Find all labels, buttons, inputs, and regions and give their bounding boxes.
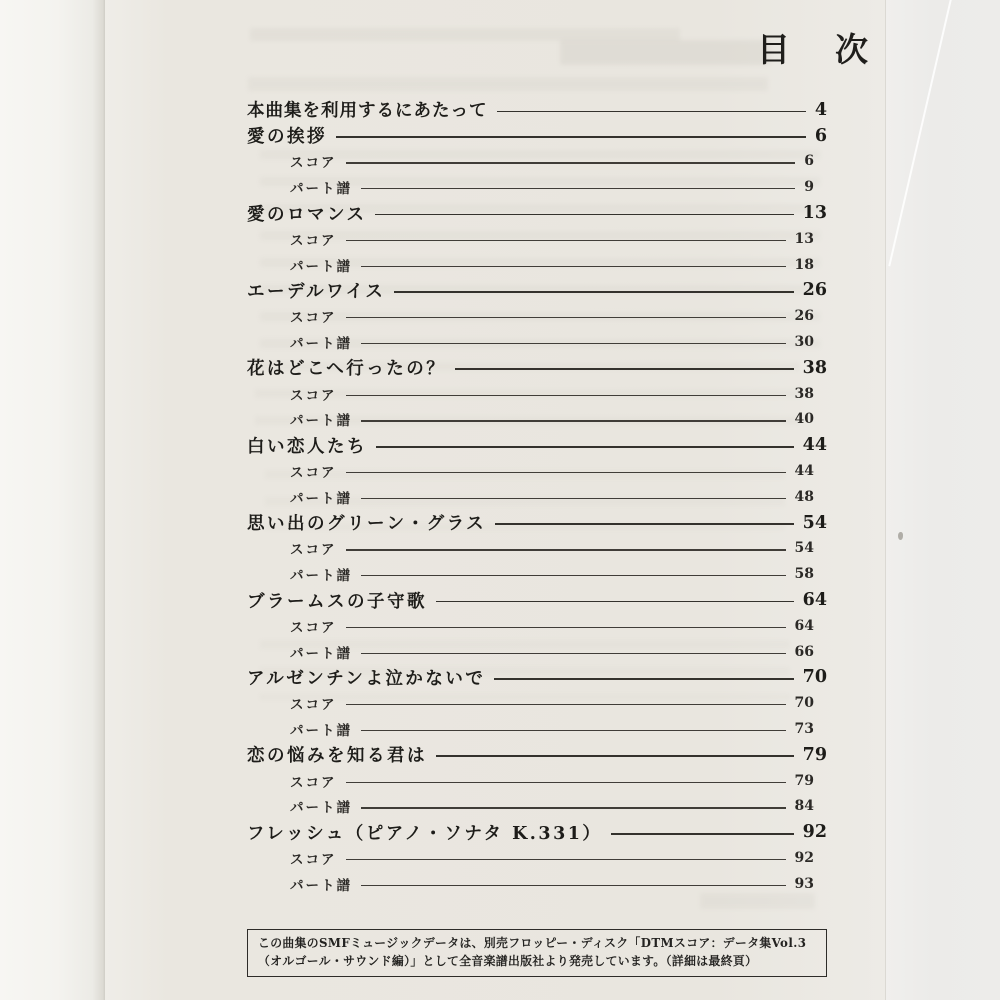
footer-note-text: この曲集のSMFミュージックデータは、別売フロッピー・ディスク「DTMスコア：データ集Vol.3（オルゴール・サウンド編）」として全音楽譜出版社より発売しています。（詳細は最終頁） bbox=[258, 936, 807, 968]
ghost-showthrough bbox=[560, 40, 770, 65]
toc-score-row bbox=[247, 768, 827, 794]
part-page-number: 9 bbox=[804, 179, 814, 196]
part-page-number: 58 bbox=[794, 566, 814, 583]
leader-line bbox=[361, 420, 786, 421]
toc-part-row bbox=[247, 174, 827, 200]
toc-song-row bbox=[247, 432, 827, 458]
score-label: スコア bbox=[290, 155, 337, 172]
part-label: パート譜 bbox=[290, 568, 352, 585]
song-page-number: 92 bbox=[802, 822, 827, 843]
score-page-number: 79 bbox=[794, 772, 814, 789]
toc-part-row bbox=[247, 484, 827, 510]
part-page-number: 73 bbox=[794, 721, 814, 738]
leader-line bbox=[346, 627, 786, 628]
leader-line bbox=[494, 678, 793, 680]
song-page-number: 26 bbox=[802, 280, 827, 301]
score-page-number: 26 bbox=[794, 308, 814, 325]
page-title: 目 次 bbox=[757, 30, 874, 69]
leader-line bbox=[361, 188, 795, 189]
toc-list bbox=[247, 97, 827, 897]
right-page-edge bbox=[885, 0, 1000, 1000]
score-label: スコア bbox=[290, 774, 337, 791]
toc-page bbox=[105, 0, 885, 1000]
leader-line bbox=[346, 472, 786, 473]
toc-part-row bbox=[247, 639, 827, 665]
toc-score-row bbox=[247, 690, 827, 716]
score-page-number: 70 bbox=[794, 695, 814, 712]
toc-score-row bbox=[247, 845, 827, 871]
leader-line bbox=[611, 833, 793, 835]
leader-line bbox=[361, 730, 786, 731]
part-label: パート譜 bbox=[290, 413, 352, 430]
score-page-number: 13 bbox=[794, 230, 814, 247]
toc-song-row bbox=[247, 742, 827, 768]
song-page-number: 38 bbox=[802, 357, 827, 378]
song-page-number: 44 bbox=[802, 435, 827, 456]
leader-line bbox=[361, 343, 786, 344]
score-label: スコア bbox=[290, 542, 337, 559]
toc-entry-page: 4 bbox=[814, 99, 827, 120]
leader-line bbox=[361, 498, 786, 499]
song-page-number: 6 bbox=[814, 125, 827, 146]
leader-line bbox=[336, 136, 806, 138]
toc-score-row bbox=[247, 381, 827, 407]
song-title: ブラームスの子守歌 bbox=[247, 591, 427, 612]
toc-song-row bbox=[247, 123, 827, 149]
score-page-number: 54 bbox=[794, 540, 814, 557]
song-title: アルゼンチンよ泣かないで bbox=[247, 668, 486, 689]
toc-song-row bbox=[247, 355, 827, 381]
score-label: スコア bbox=[290, 310, 337, 327]
part-page-number: 48 bbox=[794, 488, 814, 505]
part-label: パート譜 bbox=[290, 645, 352, 662]
leader-line bbox=[346, 395, 786, 396]
leader-line bbox=[346, 162, 796, 163]
part-label: パート譜 bbox=[290, 181, 352, 198]
part-label: パート譜 bbox=[290, 723, 352, 740]
score-label: スコア bbox=[290, 619, 337, 636]
toc-part-row bbox=[247, 407, 827, 433]
score-page-number: 92 bbox=[794, 850, 814, 866]
song-page-number: 13 bbox=[802, 203, 827, 224]
leader-line bbox=[497, 111, 806, 113]
toc-song-row bbox=[247, 665, 827, 691]
leader-line bbox=[346, 549, 786, 550]
toc-part-row bbox=[247, 561, 827, 587]
song-title: 恋の悩みを知る君は bbox=[247, 746, 427, 767]
toc-score-row bbox=[247, 613, 827, 639]
toc-part-row bbox=[247, 794, 827, 820]
toc-entry-intro bbox=[247, 97, 827, 123]
leader-line bbox=[361, 807, 786, 808]
leader-line bbox=[361, 266, 786, 267]
ghost-showthrough bbox=[248, 77, 768, 91]
leader-line bbox=[376, 446, 794, 448]
score-page-number: 44 bbox=[794, 463, 814, 480]
part-label: パート譜 bbox=[290, 877, 352, 894]
song-title: 愛のロマンス bbox=[247, 204, 367, 225]
toc-part-row bbox=[247, 252, 827, 278]
part-page-number: 30 bbox=[794, 334, 814, 351]
toc-song-row bbox=[247, 819, 827, 845]
score-label: スコア bbox=[290, 697, 337, 714]
leader-line bbox=[346, 859, 786, 860]
song-title: エーデルワイス bbox=[247, 281, 386, 302]
part-page-number: 18 bbox=[794, 256, 814, 273]
song-page-number: 54 bbox=[802, 512, 827, 533]
song-page-number: 70 bbox=[802, 667, 827, 688]
leader-line bbox=[361, 885, 786, 886]
leader-line bbox=[436, 755, 794, 757]
leader-line bbox=[455, 368, 793, 370]
leader-line bbox=[346, 782, 786, 783]
part-label: パート譜 bbox=[290, 800, 352, 817]
leader-line bbox=[346, 317, 786, 318]
toc-song-row bbox=[247, 278, 827, 304]
toc-part-row bbox=[247, 871, 827, 897]
leader-line bbox=[361, 575, 786, 576]
score-page-number: 6 bbox=[804, 153, 814, 170]
score-label: スコア bbox=[290, 465, 337, 482]
part-page-number: 66 bbox=[794, 643, 814, 660]
part-label: パート譜 bbox=[290, 490, 352, 507]
part-label: パート譜 bbox=[290, 336, 352, 353]
toc-score-row bbox=[247, 536, 827, 562]
toc-entry-label: 本曲集を利用するにあたって bbox=[247, 101, 488, 122]
toc-score-row bbox=[247, 458, 827, 484]
footer-note-box bbox=[247, 929, 827, 977]
song-title: 白い恋人たち bbox=[247, 436, 367, 457]
toc-song-row bbox=[247, 200, 827, 226]
song-page-number: 64 bbox=[802, 590, 827, 611]
toc-score-row bbox=[247, 226, 827, 252]
facing-page-edge bbox=[0, 0, 105, 1000]
ghost-showthrough bbox=[250, 28, 680, 41]
song-page-number: 79 bbox=[802, 744, 827, 765]
score-label: スコア bbox=[290, 232, 337, 249]
toc-song-row bbox=[247, 587, 827, 613]
paper-crease bbox=[888, 0, 957, 266]
song-title: フレッシュ（ピアノ・ソナタ K.331） bbox=[247, 823, 603, 844]
leader-line bbox=[495, 523, 794, 525]
toc-part-row bbox=[247, 329, 827, 355]
leader-line bbox=[346, 240, 786, 241]
part-page-number: 84 bbox=[794, 798, 814, 815]
leader-line bbox=[346, 704, 786, 705]
part-page-number: 93 bbox=[794, 875, 814, 892]
leader-line bbox=[361, 653, 786, 654]
toc-score-row bbox=[247, 149, 827, 175]
song-title: 花はどこへ行ったの？ bbox=[247, 359, 447, 380]
toc-song-row bbox=[247, 510, 827, 536]
song-title: 愛の挨拶 bbox=[247, 127, 327, 148]
toc-part-row bbox=[247, 716, 827, 742]
leader-line bbox=[394, 291, 793, 293]
score-page-number: 38 bbox=[794, 385, 814, 402]
toc-score-row bbox=[247, 303, 827, 329]
score-label: スコア bbox=[290, 387, 337, 404]
score-page-number: 64 bbox=[794, 617, 814, 634]
part-page-number: 40 bbox=[794, 411, 814, 428]
paper-speck bbox=[898, 532, 903, 540]
leader-line bbox=[375, 214, 793, 216]
score-label: スコア bbox=[290, 852, 337, 868]
leader-line bbox=[436, 601, 794, 603]
song-title: 思い出のグリーン・グラス bbox=[247, 514, 487, 535]
part-label: パート譜 bbox=[290, 258, 352, 275]
